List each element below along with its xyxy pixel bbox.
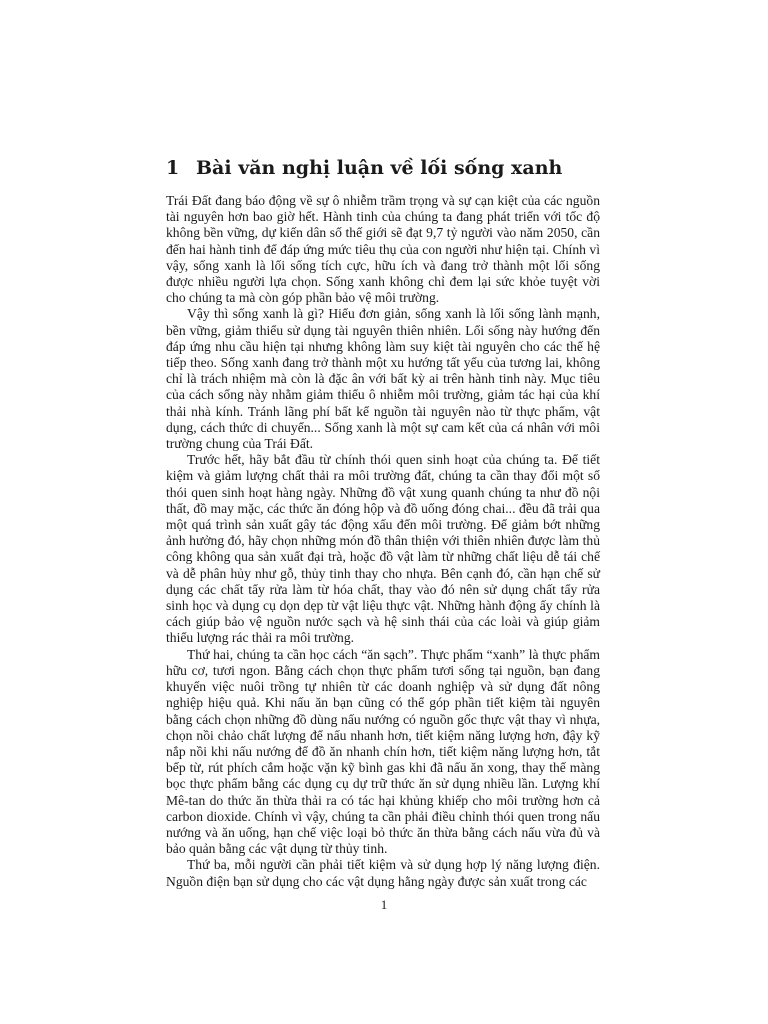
- page-number: 1: [380, 897, 388, 912]
- paragraph-clean-eating: Thứ hai, chúng ta cần học cách “ăn sạch”. Thực phẩm “xanh” là thực phẩm hữu cơ, tươi ngon. Bằng cách chọn thực phẩm tươi sống tại nguồn, bạn đang khuyến việc nuôi trồng tự nhiên từ các doanh nghiệp và sử dụng đất nông nghiệp hiệu quả. Khi nấu ăn bạn cũng có thể góp phần tiết kiệm tài nguyên bằng cách chọn những đồ dùng nấu nướng có nguồn gốc thực vật thay vì nhựa, chọn nồi chảo chất lượng để nấu nhanh hơn, tiết kiệm năng lượng hơn, đậy kỹ nắp nồi khi nấu nướng để đồ ăn nhanh chín hơn, tiết kiệm năng lượng hơn, tắt bếp từ, rút phích cắm hoặc vặn kỹ bình gas khi đã nấu ăn xong, thay thế màng bọc thực phẩm bằng các dụng cụ dự trữ thức ăn sử dụng nhiều lần. Lượng khí Mê-tan do thức ăn thừa thải ra có tác hại khủng khiếp cho môi trường hơn cả carbon dioxide. Chính vì vậy, chúng ta cần phải điều chỉnh thói quen trong nấu nướng và ăn uống, hạn chế việc loại bỏ thức ăn thừa bằng cách nấu vừa đủ và bảo quản bằng các vật dụng từ thủy tinh.: [166, 646, 600, 857]
- section-number: 1: [166, 157, 180, 179]
- body-text: [166, 193, 600, 890]
- paragraph-daily-habits: Trước hết, hãy bắt đầu từ chính thói quen sinh hoạt của chúng ta. Để tiết kiệm và giảm lượng chất thải ra môi trường đất, chúng ta cần thay đổi một số thói quen sinh hoạt hàng ngày. Những đồ vật xung quanh chúng ta như đồ nội thất, đồ may mặc, các thức ăn đóng hộp và đồ uống đóng chai... đều đã trải qua một quá trình sản xuất gây tác động xấu đến môi trường. Để giảm bớt những ảnh hưởng đó, hãy chọn những món đồ thân thiện với thiên nhiên được làm thủ công không qua sản xuất đại trà, hoặc đồ vật làm từ những chất liệu dễ tái chế và dễ phân hủy như gỗ, thủy tinh thay cho nhựa. Bên cạnh đó, cần hạn chế sử dụng các chất tẩy rửa làm từ hóa chất, thay vào đó nên sử dụng chất tẩy rửa sinh học và dụng cụ dọn dẹp từ vật liệu thực vật. Những hành động ấy chính là cách giúp bảo vệ nguồn nước sạch và hệ sinh thái của các loài và giúp giảm thiểu lượng rác thải ra môi trường.: [166, 452, 600, 646]
- paragraph-definition: Vậy thì sống xanh là gì? Hiểu đơn giản, sống xanh là lối sống lành mạnh, bền vững, giảm thiểu sử dụng tài nguyên thiên nhiên. Lối sống này hướng đến đáp ứng nhu cầu hiện tại nhưng không làm suy kiệt tài nguyên cho các thế hệ tiếp theo. Sống xanh đang trở thành một xu hướng tất yếu của tương lai, không chỉ là trách nhiệm mà còn là đặc ân với bất kỳ ai trên hành tinh này. Mục tiêu của cách sống này nhằm giảm thiểu ô nhiễm môi trường, giảm tác hại của khí thải nhà kính. Tránh lãng phí bất kể nguồn tài nguyên nào từ thực phẩm, vật dụng, cách thức di chuyển... Sống xanh là một sự cam kết của cá nhân với môi trường chung của Trái Đất.: [166, 306, 600, 452]
- paragraph-intro: Trái Đất đang báo động về sự ô nhiễm trầm trọng và sự cạn kiệt của các nguồn tài nguyên hơn bao giờ hết. Hành tinh của chúng ta đang phát triển với tốc độ không bền vững, dự kiến dân số thế giới sẽ đạt 9,7 tỷ người vào năm 2050, cần đến hai hành tinh để đáp ứng mức tiêu thụ của con người như hiện tại. Chính vì vậy, sống xanh là lối sống tích cực, hữu ích và đang trở thành một lối sống được nhiều người lựa chọn. Sống xanh không chỉ đem lại sức khỏe tuyệt vời cho chúng ta mà còn góp phần bảo vệ môi trường.: [166, 193, 600, 306]
- section-heading: [166, 156, 606, 180]
- section-title: Bài văn nghị luận về lối sống xanh: [196, 157, 563, 179]
- paragraph-energy: Thứ ba, mỗi người cần phải tiết kiệm và sử dụng hợp lý năng lượng điện. Nguồn điện bạn sử dụng cho các vật dụng hằng ngày được sản xuất trong các: [166, 857, 600, 889]
